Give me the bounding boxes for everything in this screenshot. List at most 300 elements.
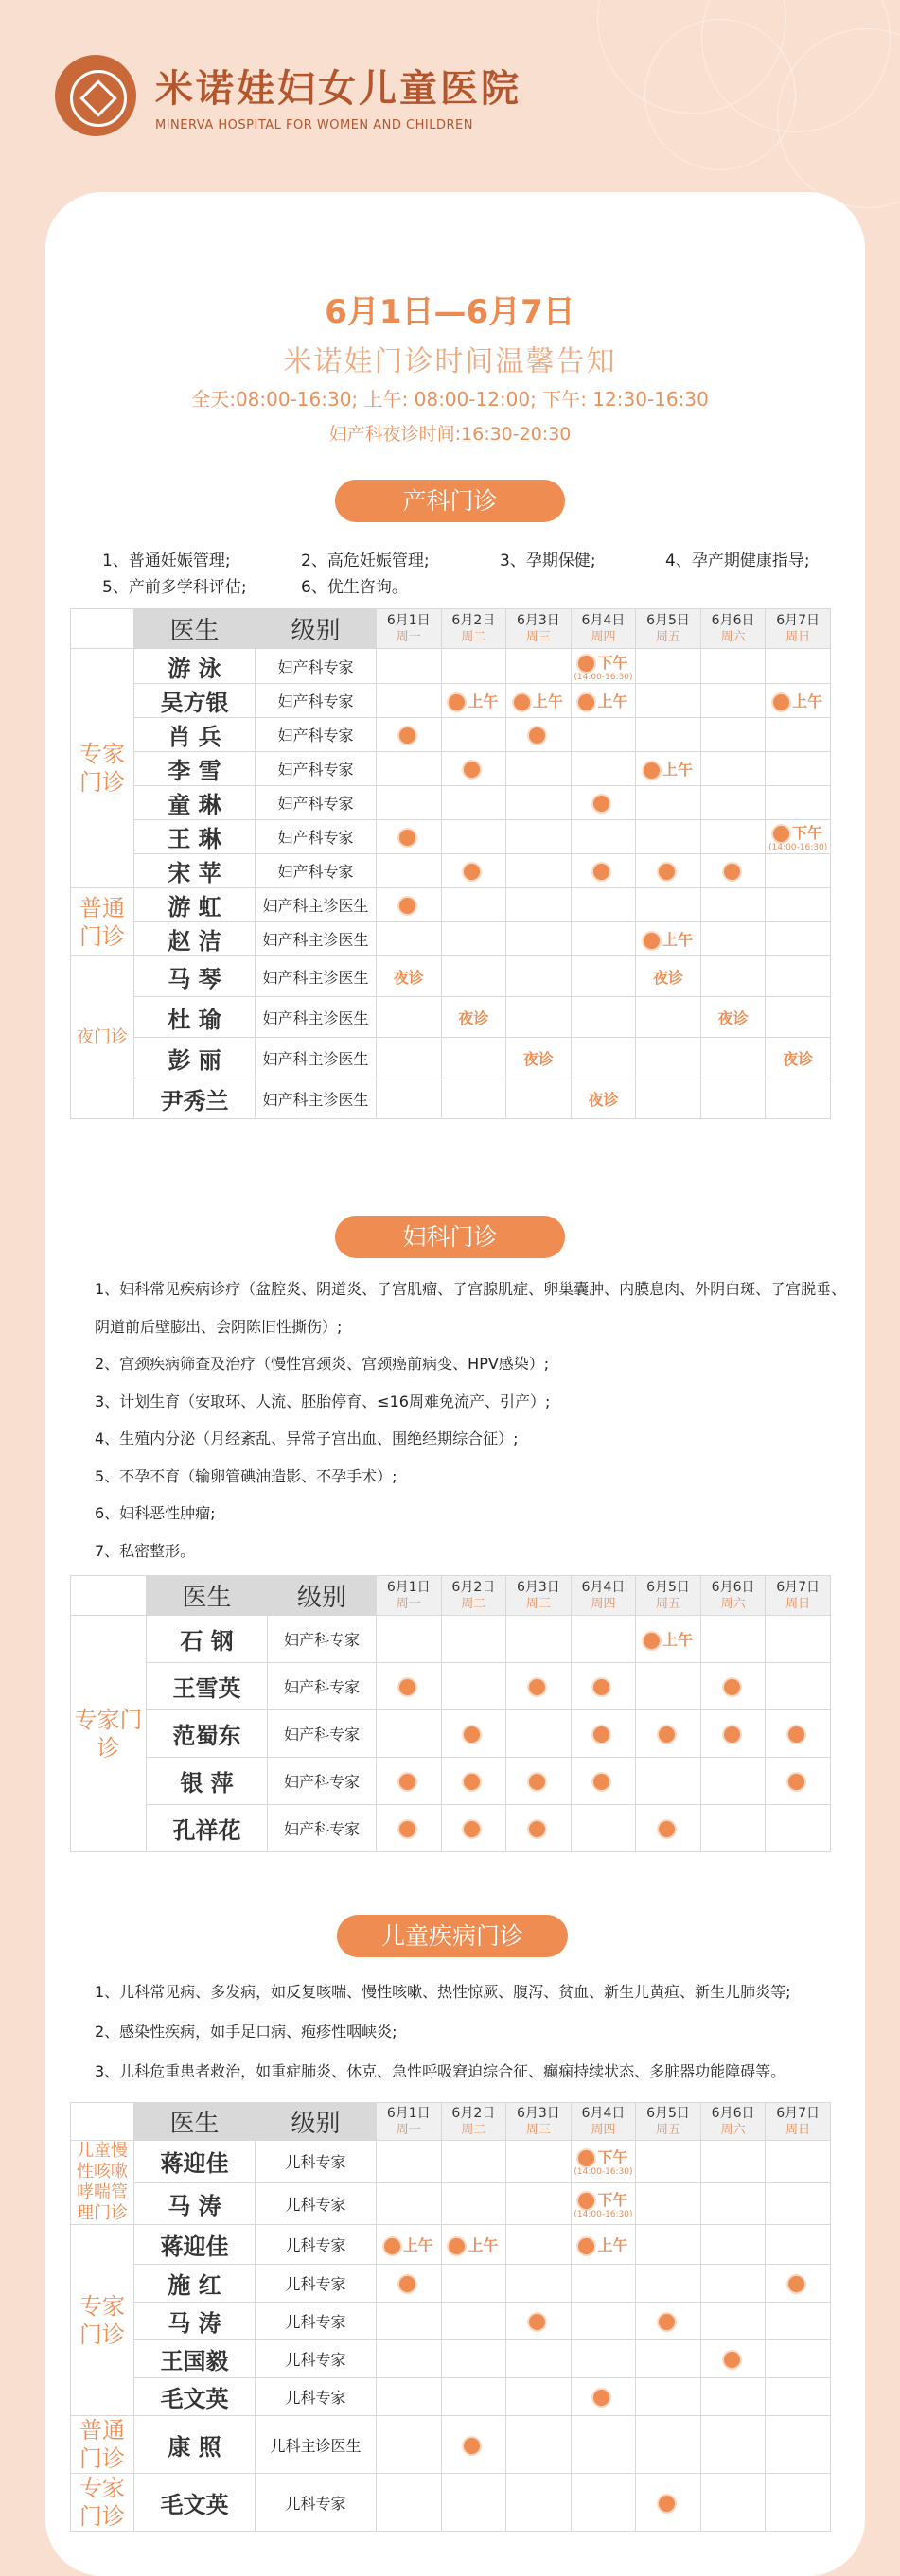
doctor-name: 宋 苹	[134, 854, 256, 888]
schedule-slot	[766, 1805, 831, 1852]
day-date: 6月1日	[386, 2105, 431, 2121]
group-label-text: 专家门诊	[74, 1706, 143, 1761]
schedule-slot	[636, 2340, 701, 2378]
on-duty-dot-icon	[593, 864, 609, 880]
on-duty-dot-icon	[773, 694, 789, 710]
doctor-name: 王 琳	[134, 820, 256, 854]
schedule-slot	[700, 2225, 766, 2265]
day-date: 6月6日	[711, 1579, 755, 1595]
doctor-level: 儿科专家	[256, 2378, 377, 2416]
schedule-mark	[593, 2388, 612, 2406]
schedule-slot	[766, 2340, 831, 2378]
schedule-slot	[571, 1663, 636, 1710]
schedule-slot	[506, 1038, 572, 1078]
night-clinic-hours: 妇产科夜诊时间:16:30-20:30	[328, 424, 572, 445]
schedule-slot	[506, 649, 572, 684]
doctor-name: 杜 瑜	[134, 997, 256, 1038]
table-row	[71, 888, 831, 922]
schedule-mark: 上午	[773, 692, 822, 710]
on-duty-dot-icon	[399, 898, 415, 914]
schedule-mark	[529, 1819, 548, 1837]
on-duty-dot-icon	[514, 694, 530, 710]
day-header	[506, 2103, 572, 2141]
service-line: 1、儿科常见病、多发病，如反复咳喘、慢性咳嗽、热性惊厥、腹泻、贫血、新生儿黄疸、新生儿肺炎等;	[95, 1983, 791, 2001]
group-label	[71, 2225, 134, 2416]
schedule-slot	[571, 1805, 636, 1852]
day-week: 周日	[785, 1596, 811, 1611]
schedule-slot	[636, 888, 701, 922]
pediatrics-schedule-table	[70, 2102, 831, 2532]
schedule-slot	[766, 820, 831, 854]
schedule-slot	[636, 2378, 701, 2416]
day-header	[441, 1576, 506, 1616]
schedule-mark: 上午	[384, 2236, 433, 2254]
doctor-name: 马 涛	[134, 2303, 256, 2340]
schedule-slot	[766, 1663, 831, 1710]
day-week: 周三	[525, 629, 551, 644]
doctor-level: 妇产科主诊医生	[256, 922, 377, 956]
day-date: 6月2日	[451, 1579, 496, 1595]
day-date: 6月1日	[386, 1579, 431, 1595]
schedule-mark: 夜诊	[653, 968, 684, 987]
service-line: 2、宫颈疾病筛查及治疗（慢性宫颈炎、宫颈癌前病变、HPV感染）;	[95, 1355, 550, 1373]
doctor-name: 蒋迎佳	[134, 2141, 256, 2183]
schedule-slot	[636, 854, 701, 888]
table-row	[71, 2303, 831, 2340]
doctor-level: 妇产科专家	[256, 649, 377, 684]
on-duty-dot-icon	[773, 826, 789, 842]
schedule-mark: 上午	[644, 1631, 693, 1649]
day-week: 周一	[396, 2122, 421, 2137]
schedule-slot	[441, 649, 506, 684]
schedule-slot	[506, 2265, 572, 2303]
day-date: 6月7日	[776, 1579, 821, 1595]
schedule-slot	[766, 922, 831, 956]
schedule-slot	[766, 1758, 831, 1805]
schedule-slot	[441, 820, 506, 854]
schedule-slot	[377, 1078, 442, 1119]
table-row	[71, 1663, 831, 1710]
table-row	[71, 854, 831, 888]
schedule-slot	[377, 684, 442, 718]
schedule-mark	[788, 1772, 807, 1790]
day-date: 6月6日	[711, 2105, 755, 2121]
schedule-mark	[529, 1772, 548, 1790]
service-item: 1、普通妊娠管理;	[102, 552, 231, 570]
schedule-slot	[766, 2416, 831, 2474]
schedule-slot	[700, 684, 766, 718]
day-header	[377, 2103, 442, 2141]
day-week: 周三	[525, 2122, 551, 2137]
schedule-slot	[571, 2182, 636, 2225]
day-week: 周六	[720, 2122, 746, 2137]
schedule-mark	[399, 2274, 418, 2292]
schedule-slot	[700, 2474, 766, 2532]
schedule-slot	[636, 2182, 701, 2225]
on-duty-dot-icon	[644, 933, 660, 949]
schedule-mark	[399, 896, 418, 914]
day-header	[636, 1576, 701, 1616]
doctor-level: 妇产科专家	[256, 820, 377, 854]
on-duty-dot-icon	[449, 694, 465, 710]
table-row	[71, 1758, 831, 1805]
day-header	[377, 609, 442, 649]
schedule-slot	[441, 1038, 506, 1078]
doctor-name: 施 红	[134, 2265, 256, 2303]
table-row	[71, 997, 831, 1038]
table-row	[71, 956, 831, 997]
schedule-slot	[766, 1038, 831, 1078]
on-duty-dot-icon	[644, 1633, 660, 1649]
on-duty-dot-icon	[659, 2314, 675, 2330]
schedule-slot	[441, 2340, 506, 2378]
group-label	[71, 956, 134, 1119]
service-line: 2、感染性疾病，如手足口病、疱疹性咽峡炎;	[95, 2023, 397, 2041]
doctor-name: 游 虹	[134, 888, 256, 922]
schedule-slot	[571, 1616, 636, 1663]
schedule-mark	[464, 1772, 483, 1790]
doctor-name: 游 泳	[134, 649, 256, 684]
schedule-mark	[593, 1772, 612, 1790]
day-date: 6月5日	[646, 612, 690, 628]
on-duty-dot-icon	[399, 2276, 415, 2292]
schedule-slot	[571, 1710, 636, 1758]
schedule-mark	[659, 2494, 678, 2512]
hospital-logo-icon	[55, 55, 136, 136]
schedule-mark	[593, 862, 612, 880]
level-header: 级别	[268, 1576, 377, 1616]
schedule-slot	[377, 752, 442, 786]
schedule-slot	[700, 820, 766, 854]
table-row	[71, 649, 831, 684]
schedule-slot	[506, 786, 572, 820]
schedule-slot	[506, 854, 572, 888]
schedule-slot	[571, 752, 636, 786]
schedule-slot	[377, 1663, 442, 1710]
schedule-slot	[506, 2225, 572, 2265]
schedule-slot	[441, 1805, 506, 1852]
on-duty-dot-icon	[529, 1774, 545, 1790]
group-label	[71, 2474, 134, 2532]
schedule-slot	[700, 1758, 766, 1805]
schedule-slot	[636, 820, 701, 854]
schedule-slot	[377, 2340, 442, 2378]
doctor-level: 儿科专家	[256, 2225, 377, 2265]
schedule-slot	[506, 820, 572, 854]
on-duty-dot-icon	[724, 1726, 740, 1743]
table-row	[71, 1616, 831, 1663]
on-duty-dot-icon	[788, 1774, 804, 1790]
schedule-slot	[571, 2225, 636, 2265]
schedule-slot	[506, 752, 572, 786]
on-duty-dot-icon	[724, 1679, 740, 1695]
day-header	[700, 609, 766, 649]
schedule-slot	[377, 888, 442, 922]
schedule-slot	[377, 786, 442, 820]
schedule-slot	[766, 786, 831, 820]
schedule-slot	[441, 956, 506, 997]
day-header	[766, 2103, 831, 2141]
table-row	[71, 2340, 831, 2378]
group-label-text: 夜门诊	[77, 1026, 128, 1047]
schedule-slot	[506, 1616, 572, 1663]
schedule-mark	[464, 862, 483, 880]
table-row	[71, 1038, 831, 1078]
table-row	[71, 1805, 831, 1852]
schedule-slot	[506, 2340, 572, 2378]
schedule-mark	[788, 2274, 807, 2292]
on-duty-dot-icon	[464, 762, 480, 778]
doctor-level: 妇产科专家	[268, 1663, 377, 1710]
schedule-mark: 上午	[514, 692, 563, 710]
schedule-slot	[571, 1078, 636, 1119]
table-row	[71, 1078, 831, 1119]
schedule-slot	[506, 2141, 572, 2183]
day-date: 6月3日	[516, 2105, 560, 2121]
schedule-slot	[636, 1078, 701, 1119]
schedule-slot	[700, 1038, 766, 1078]
schedule-slot	[766, 888, 831, 922]
doctor-level: 妇产科专家	[268, 1616, 377, 1663]
group-label-text: 儿童慢性咳嗽哮喘管理门诊	[77, 2141, 128, 2223]
schedule-slot	[766, 2474, 831, 2532]
doctor-name: 尹秀兰	[134, 1078, 256, 1119]
schedule-slot	[571, 1758, 636, 1805]
schedule-slot	[700, 718, 766, 752]
table-row	[71, 786, 831, 820]
schedule-mark: 夜诊	[783, 1049, 814, 1068]
schedule-mark	[788, 1725, 807, 1743]
schedule-slot	[571, 2303, 636, 2340]
schedule-slot	[571, 786, 636, 820]
on-duty-dot-icon	[529, 2314, 545, 2330]
doctor-name: 范蜀东	[147, 1710, 268, 1758]
schedule-slot	[700, 786, 766, 820]
day-date: 6月1日	[386, 612, 431, 628]
on-duty-dot-icon	[578, 694, 594, 710]
schedule-slot	[441, 854, 506, 888]
clinic-hours: 全天:08:00-16:30; 上午: 08:00-12:00; 下午: 12:30-16:30	[191, 388, 709, 411]
schedule-slot	[766, 1616, 831, 1663]
schedule-slot	[506, 2378, 572, 2416]
schedule-mark	[529, 1677, 548, 1695]
doctor-name: 王国毅	[134, 2340, 256, 2378]
on-duty-dot-icon	[593, 1726, 609, 1743]
schedule-mark: 下午 (14:00-16:30)	[572, 654, 636, 682]
schedule-slot	[700, 922, 766, 956]
doctor-name: 童 琳	[134, 786, 256, 820]
schedule-slot	[377, 1038, 442, 1078]
schedule-slot	[377, 2474, 442, 2532]
day-week: 周五	[656, 629, 681, 644]
schedule-slot	[766, 684, 831, 718]
group-label	[71, 888, 134, 956]
schedule-slot	[571, 649, 636, 684]
day-week: 周一	[396, 1596, 421, 1611]
schedule-slot	[506, 718, 572, 752]
schedule-slot	[377, 956, 442, 997]
schedule-slot	[636, 2474, 701, 2532]
schedule-slot	[441, 2378, 506, 2416]
schedule-slot	[700, 2303, 766, 2340]
schedule-slot	[700, 888, 766, 922]
service-item: 3、孕期保健;	[500, 552, 596, 570]
level-header: 级别	[256, 2103, 377, 2141]
schedule-slot	[441, 2474, 506, 2532]
doctor-name: 吴方银	[134, 684, 256, 718]
schedule-mark: 下午 (14:00-16:30)	[572, 2191, 636, 2219]
day-week: 周二	[461, 2122, 486, 2137]
on-duty-dot-icon	[578, 2238, 594, 2254]
schedule-slot	[571, 2340, 636, 2378]
day-date: 6月3日	[516, 612, 560, 628]
day-week: 周一	[396, 629, 421, 644]
schedule-slot	[636, 2225, 701, 2265]
schedule-mark: 上午	[449, 692, 498, 710]
on-duty-dot-icon	[464, 1726, 480, 1743]
schedule-slot	[441, 2265, 506, 2303]
doctor-level: 儿科专家	[256, 2182, 377, 2225]
schedule-slot	[441, 2182, 506, 2225]
schedule-slot	[571, 922, 636, 956]
day-week: 周三	[525, 1596, 551, 1611]
schedule-slot	[441, 2225, 506, 2265]
service-line: 4、生殖内分泌（月经紊乱、异常子宫出血、围绝经期综合征）;	[95, 1429, 519, 1447]
on-duty-dot-icon	[659, 1726, 675, 1743]
schedule-slot	[571, 854, 636, 888]
doctor-level: 妇产科专家	[256, 752, 377, 786]
doctor-name: 康 照	[134, 2416, 256, 2474]
schedule-mark	[464, 760, 483, 778]
schedule-slot	[700, 854, 766, 888]
schedule-slot	[571, 2265, 636, 2303]
schedule-slot	[377, 649, 442, 684]
table-row	[71, 2474, 831, 2532]
schedule-slot	[766, 2265, 831, 2303]
schedule-mark	[399, 1819, 418, 1837]
schedule-slot	[377, 2378, 442, 2416]
schedule-slot	[441, 718, 506, 752]
schedule-mark	[464, 2436, 483, 2454]
day-header	[700, 1576, 766, 1616]
day-header	[571, 609, 636, 649]
day-week: 周四	[591, 1596, 616, 1611]
day-header	[441, 2103, 506, 2141]
schedule-mark: 下午 (14:00-16:30)	[766, 824, 830, 852]
schedule-slot	[766, 2225, 831, 2265]
schedule-slot	[571, 997, 636, 1038]
table-row	[71, 1710, 831, 1758]
doctor-level: 妇产科专家	[268, 1805, 377, 1852]
schedule-slot	[506, 1710, 572, 1758]
table-row	[71, 2416, 831, 2474]
schedule-slot	[571, 718, 636, 752]
schedule-slot	[571, 2378, 636, 2416]
day-date: 6月7日	[776, 612, 821, 628]
schedule-mark	[464, 1725, 483, 1743]
schedule-slot	[441, 1710, 506, 1758]
schedule-slot	[571, 888, 636, 922]
on-duty-dot-icon	[464, 864, 480, 880]
schedule-slot	[700, 1710, 766, 1758]
day-header	[441, 609, 506, 649]
table-row	[71, 820, 831, 854]
schedule-mark	[399, 1677, 418, 1695]
day-header	[766, 609, 831, 649]
on-duty-dot-icon	[644, 762, 660, 779]
service-item: 4、孕产期健康指导;	[665, 552, 810, 570]
table-row	[71, 2378, 831, 2416]
day-week: 周五	[656, 2122, 681, 2137]
day-week: 周四	[591, 2122, 616, 2137]
day-date: 6月2日	[451, 612, 496, 628]
schedule-slot	[377, 854, 442, 888]
schedule-slot	[700, 1616, 766, 1663]
on-duty-dot-icon	[399, 1774, 415, 1790]
day-header	[377, 1576, 442, 1616]
schedule-slot	[571, 1038, 636, 1078]
schedule-slot	[636, 1805, 701, 1852]
on-duty-dot-icon	[659, 864, 675, 880]
day-date: 6月4日	[581, 2105, 626, 2121]
schedule-slot	[441, 2416, 506, 2474]
schedule-slot	[700, 2416, 766, 2474]
day-header	[506, 1576, 572, 1616]
schedule-slot	[506, 1758, 572, 1805]
schedule-slot	[766, 649, 831, 684]
day-date: 6月4日	[581, 612, 626, 628]
schedule-slot	[377, 2416, 442, 2474]
group-label-text: 普通门诊	[79, 2417, 125, 2472]
schedule-slot	[766, 854, 831, 888]
group-label-text: 专家门诊	[79, 2475, 125, 2530]
schedule-slot	[441, 752, 506, 786]
schedule-slot	[441, 1663, 506, 1710]
schedule-slot	[700, 1078, 766, 1119]
schedule-slot	[700, 752, 766, 786]
schedule-slot	[571, 2474, 636, 2532]
schedule-mark	[529, 726, 548, 744]
schedule-slot	[700, 2265, 766, 2303]
day-week: 周六	[720, 629, 746, 644]
doctor-level: 妇产科主诊医生	[256, 1038, 377, 1078]
schedule-slot	[441, 2303, 506, 2340]
day-week: 周日	[785, 629, 811, 644]
schedule-slot	[766, 997, 831, 1038]
hospital-name-cn: 米诺娃妇女儿童医院	[155, 67, 521, 111]
on-duty-dot-icon	[399, 1821, 415, 1837]
schedule-slot	[636, 2303, 701, 2340]
pediatrics-section-title: 儿童疾病门诊	[337, 1915, 568, 1957]
on-duty-dot-icon	[464, 2438, 480, 2454]
day-date: 6月2日	[451, 2105, 496, 2121]
schedule-mark	[399, 1772, 418, 1790]
schedule-mark: 上午	[449, 2236, 498, 2254]
day-header	[506, 609, 572, 649]
schedule-slot	[506, 1078, 572, 1119]
schedule-slot	[636, 1758, 701, 1805]
schedule-slot	[377, 1616, 442, 1663]
schedule-slot	[636, 997, 701, 1038]
schedule-slot	[441, 1078, 506, 1119]
doctor-level: 妇产科主诊医生	[256, 1078, 377, 1119]
decorative-circles	[540, 0, 900, 208]
schedule-slot	[636, 956, 701, 997]
doctor-level: 妇产科主诊医生	[256, 888, 377, 922]
afternoon-time: (14:00-16:30)	[574, 2209, 633, 2219]
schedule-slot	[506, 1805, 572, 1852]
on-duty-dot-icon	[399, 1679, 415, 1695]
